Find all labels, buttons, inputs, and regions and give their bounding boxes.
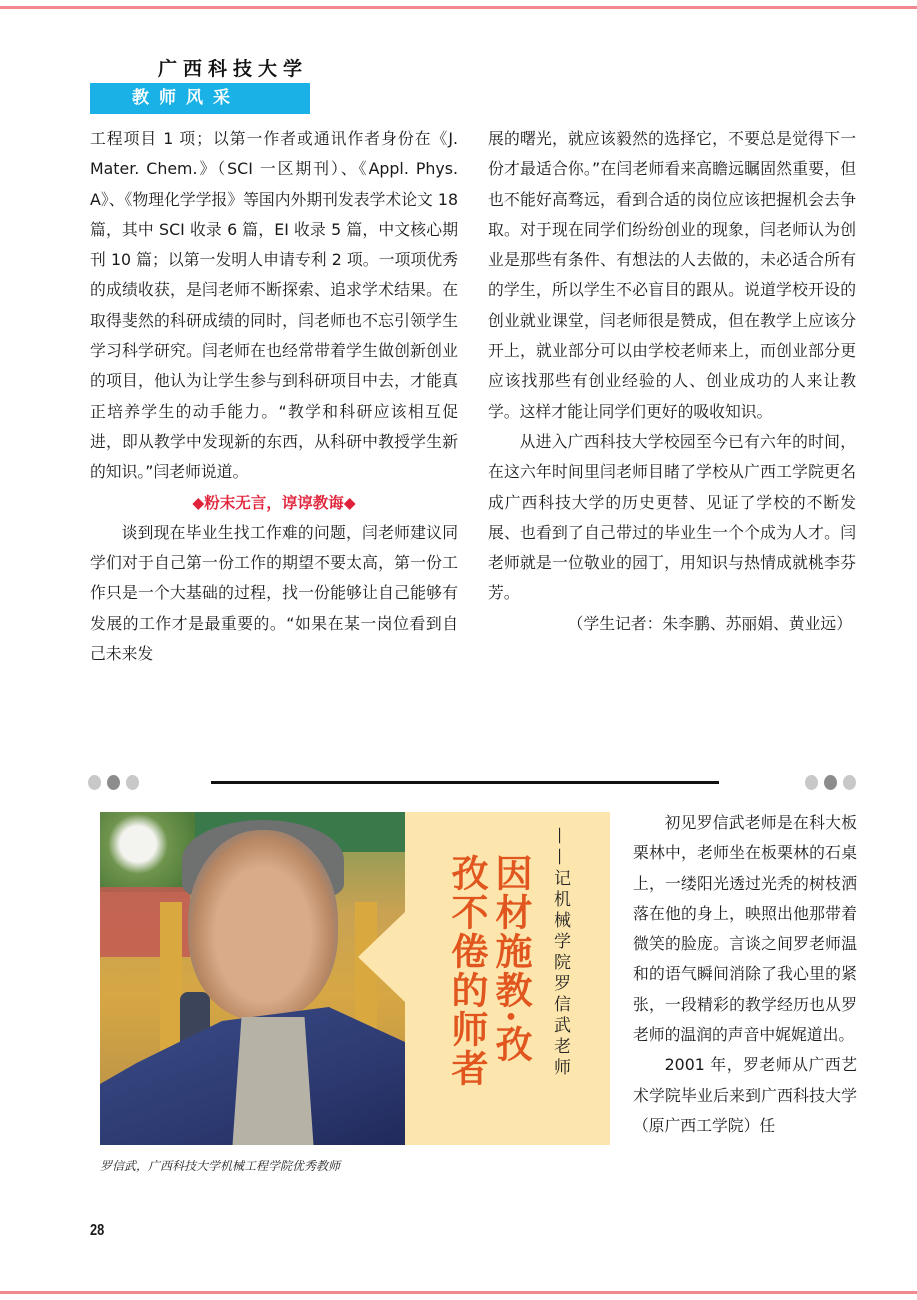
- dot-icon: [824, 775, 837, 790]
- article2-paragraph: 初见罗信武老师是在科大板栗林中，老师坐在板栗林的石桌上，一缕阳光透过光秃的树枝洒落在他的身上，映照出他那带着微笑的脸庞。言谈之间罗老师温和的语气瞬间消除了我心里的紧张，一段精彩的教学经历也从罗老师的温润的声音中娓娓道出。: [633, 813, 857, 1045]
- dot-icon: [107, 775, 120, 790]
- article2-column: [633, 808, 857, 1141]
- title-banner: [405, 812, 610, 1145]
- masthead: [90, 55, 310, 114]
- university-name: 广西科技大学: [157, 58, 308, 80]
- article2-title-line1: 因材施教·孜: [489, 854, 533, 1064]
- dots-ornament-right: [805, 775, 856, 790]
- feature-header: [100, 812, 610, 1145]
- article1-paragraph: 工程项目 1 项；以第一作者或通讯作者身份在《J. Mater. Chem.》（SCI 一区期刊）、《Appl. Phys. A》、《物理化学学报》等国内外期刊发表学术论文 18 篇，其中 SCI 收录 6 篇，EI 收录 5 篇，中文核心期刊 10 篇；以第一发明人申请专利 2 项。一项项优秀的成绩收获，是闫老师不断探索、追求学术结果。在取得斐然的科研成绩的同时，闫老师也不忘引领学生学习科学研究。闫老师在也经常带着学生做创新创业的项目，他认为让学生参与到科研项目中去，才能真正培养学生的动手能力。“教学和科研应该相互促进，即从教学中发现新的东西，从科研中教授学生新的知识。”闫老师说道。: [90, 129, 458, 482]
- dot-icon: [126, 775, 139, 790]
- dots-ornament-left: [88, 775, 139, 790]
- article1-subheading: ◆粉末无言，谆谆教诲◆: [192, 493, 356, 512]
- section-divider: [88, 770, 856, 794]
- article1-left-column: [90, 124, 458, 669]
- article2-paragraph: 2001 年，罗老师从广西艺术学院毕业后来到广西科技大学（原广西工学院）任: [633, 1055, 857, 1135]
- article1-byline: （学生记者：朱李鹏、苏丽娟、黄业远）: [567, 613, 852, 633]
- dot-icon: [88, 775, 101, 790]
- section-label: 教师风采: [90, 83, 310, 114]
- page-number: 28: [90, 1222, 105, 1239]
- article1-paragraph: 谈到现在毕业生找工作难的问题，闫老师建议同学们对于自己第一份工作的期望不要太高，第一份工作只是一个大基础的过程，找一份能够让自己能够有发展的工作才是最重要的。“如果在某一岗位看到自己未来发: [90, 522, 458, 664]
- top-rule: [0, 6, 917, 9]
- photo-face: [188, 830, 338, 1020]
- dot-icon: [843, 775, 856, 790]
- article2-subtitle: ——记机械学院罗信武老师: [550, 827, 570, 1079]
- photo-caption: 罗信武，广西科技大学机械工程学院优秀教师: [100, 1159, 341, 1173]
- article1-right-column: [488, 124, 856, 639]
- dot-icon: [805, 775, 818, 790]
- bottom-rule: [0, 1291, 917, 1294]
- article1-paragraph: 展的曙光，就应该毅然的选择它，不要总是觉得下一份才最适合你。”在闫老师看来高瞻远瞩固然重要，但也不能好高骛远，看到合适的岗位应该把握机会去争取。对于现在同学们纷纷创业的现象，闫老师认为创业是那些有条件、有想法的人去做的，未必适合所有的学生，所以学生不必盲目的跟从。说道学校开设的创业就业课堂，闫老师很是赞成，但在教学上应该分开上，就业部分可以由学校老师来上，而创业部分更应该找那些有创业经验的人、创业成功的人来让教学。这样才能让同学们更好的吸收知识。: [488, 129, 856, 421]
- photo-bg-leaves: [100, 812, 195, 892]
- photo-shirt: [228, 1017, 318, 1145]
- article2-title-line2: 孜不倦的师者: [445, 854, 489, 1088]
- article1-paragraph: 从进入广西科技大学校园至今已有六年的时间，在这六年时间里闫老师目睹了学校从广西工学院更名成广西科技大学的历史更替、见证了学校的不断发展、也看到了自己带过的毕业生一个个成为人才。闫老师就是一位敬业的园丁，用知识与热情成就桃李芬芳。: [488, 431, 856, 603]
- divider-line: [211, 781, 719, 784]
- banner-notch: [358, 912, 405, 1002]
